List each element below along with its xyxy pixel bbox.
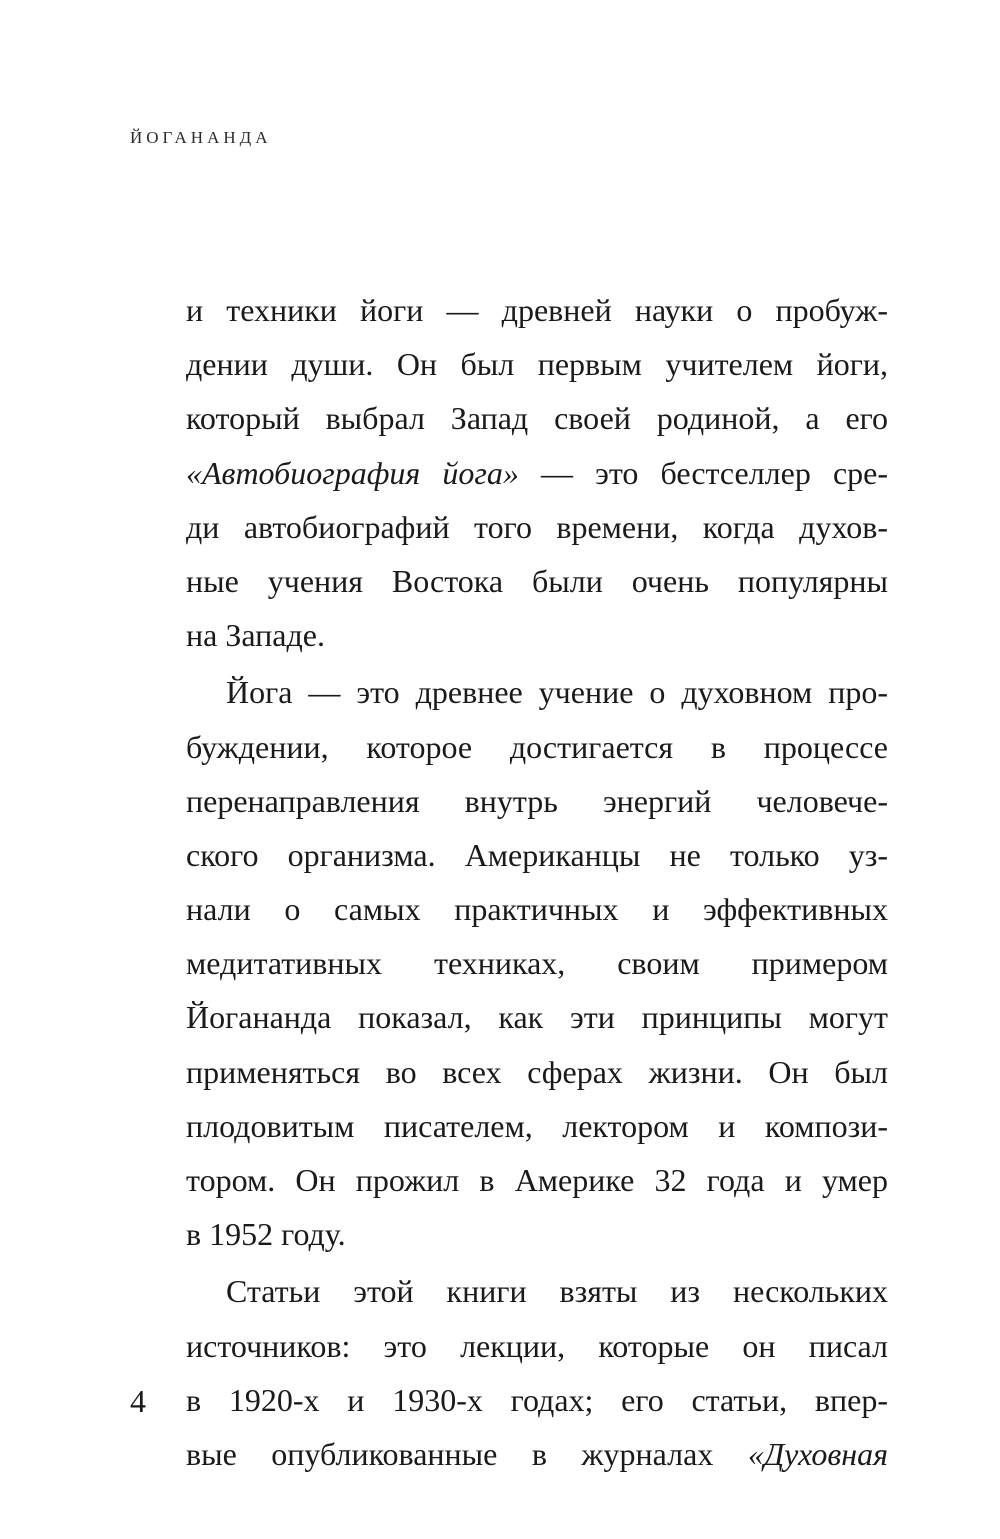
text-line: применяться во всех сферах жизни. Он был — [186, 1053, 888, 1090]
book-title-italic: «Автобиография йога» — [186, 454, 519, 491]
text-line: источников: это лекции, которые он писал — [186, 1327, 888, 1364]
journal-title-italic: «Духовная — [747, 1435, 888, 1472]
paragraph — [186, 665, 888, 1261]
page-number: 4 — [130, 1383, 146, 1419]
text-line — [186, 1427, 888, 1481]
text-line: ные учения Востока были очень популярны — [186, 562, 888, 599]
text-line: тором. Он прожил в Америке 32 года и умер — [186, 1162, 888, 1198]
text-line: медитативных техниках, своим примером — [186, 945, 888, 982]
text-line: и техники йоги — древней науки о пробуж- — [186, 292, 888, 328]
body-text — [186, 283, 888, 1481]
text-line: Статьи этой книги взяты из нескольких — [226, 1273, 888, 1310]
text-line: в 1952 году. — [186, 1216, 346, 1253]
text-line: перенаправления внутрь энергий человече- — [186, 782, 888, 819]
paragraph — [186, 1264, 888, 1481]
text-line: в 1920-х и 1930-х годах; его статьи, впер- — [186, 1381, 888, 1418]
text-line: буждении, которое достигается в процессе — [186, 728, 888, 765]
text-run: вые опубликованные в журналах — [186, 1435, 748, 1472]
text-line: ского организма. Американцы не только уз- — [186, 836, 888, 873]
text-line: Йогананда показал, как эти принципы могут — [186, 999, 888, 1036]
text-line: который выбрал Запад своей родиной, а его — [186, 400, 888, 437]
text-line — [186, 446, 888, 500]
text-line: ди автобиографий того времени, когда духов- — [186, 508, 888, 545]
text-run: — это бестселлер сре- — [518, 454, 889, 491]
text-line: на Западе. — [186, 617, 325, 654]
text-line: нали о самых практичных и эффективных — [186, 891, 888, 928]
paragraph — [186, 283, 888, 662]
text-line: плодовитым писателем, лектором и компози- — [186, 1107, 888, 1144]
text-line: дении души. Он был первым учителем йоги, — [186, 346, 888, 383]
text-line: Йога — это древнее учение о духовном про- — [226, 674, 888, 711]
running-head: ЙОГАНАНДА — [130, 128, 272, 147]
